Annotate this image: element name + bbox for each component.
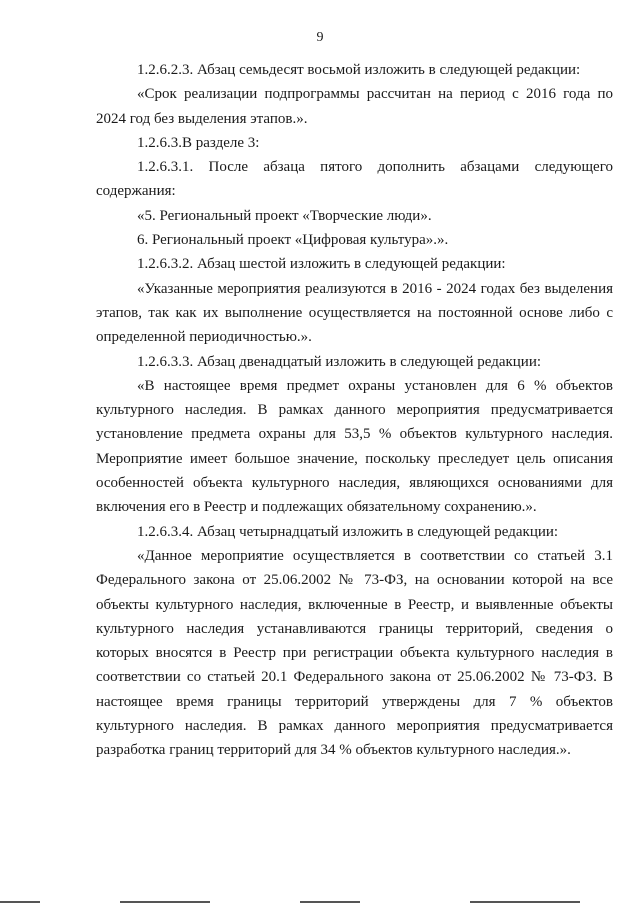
paragraph-quote-term: «Срок реализации подпрограммы рассчитан на период с 2016 года по 2024 год без выделения этапов.». (96, 86, 613, 127)
paragraph-1-2-6-3-3: 1.2.6.3.3. Абзац двенадцатый изложить в следующей редакции: (137, 353, 542, 370)
paragraph-quote-protection-subject: «В настоящее время предмет охраны установлен для 6 % объектов культурного наследия. В рамках данного мероприятия предусматривается установление предмета охраны для 53,5 % объектов культурного наследия. Мероприятие имеет большое значение, поскольку преследует цель описания особенностей объекта культурного наследия, являющихся основаниями для включения его в Реестр и подлежащих обязательному сохранению.». (96, 377, 613, 516)
document-body (96, 58, 613, 763)
paragraph-project-digital-culture: 6. Региональный проект «Цифровая культура».». (137, 232, 449, 249)
page-number: 9 (316, 30, 324, 45)
paragraph-1-2-6-2-3: 1.2.6.2.3. Абзац семьдесят восьмой изложить в следующей редакции: (137, 62, 581, 78)
paragraph-quote-territory-boundaries: «Данное мероприятие осуществляется в соответствии со статьей 3.1 Федерального закона от 25.06.2002 № 73-ФЗ, на основании которой на все объекты культурного наследия, включенные в Реестр, и выявленные объекты культурного наследия устанавливаются границы территорий, сведения о которых вносятся в Реестр при регистрации объекта культурного наследия в соответствии со статьей 20.1 Федерального закона от 25.06.2002 № 73-ФЗ. В настоящее время границы территорий утверждены для 7 % объектов культурного наследия. В рамках данного мероприятия предусматривается разработка границ территорий для 34 % объектов культурного наследия.». (96, 547, 613, 759)
scan-edge-marks (0, 897, 640, 903)
paragraph-quote-measures: «Указанные мероприятия реализуются в 2016 - 2024 годах без выделения этапов, так как их выполнение осуществляется на постоянной основе либо с определенной периодичностью.». (96, 280, 613, 346)
paragraph-1-2-6-3: 1.2.6.3.В разделе 3: (137, 134, 260, 151)
paragraph-1-2-6-3-2: 1.2.6.3.2. Абзац шестой изложить в следующей редакции: (137, 256, 506, 273)
paragraph-project-creative-people: «5. Региональный проект «Творческие люди». (137, 207, 432, 224)
paragraph-1-2-6-3-4: 1.2.6.3.4. Абзац четырнадцатый изложить в следующей редакции: (137, 523, 559, 540)
paragraph-1-2-6-3-1: 1.2.6.3.1. После абзаца пятого дополнить абзацами следующего содержания: (96, 159, 613, 200)
